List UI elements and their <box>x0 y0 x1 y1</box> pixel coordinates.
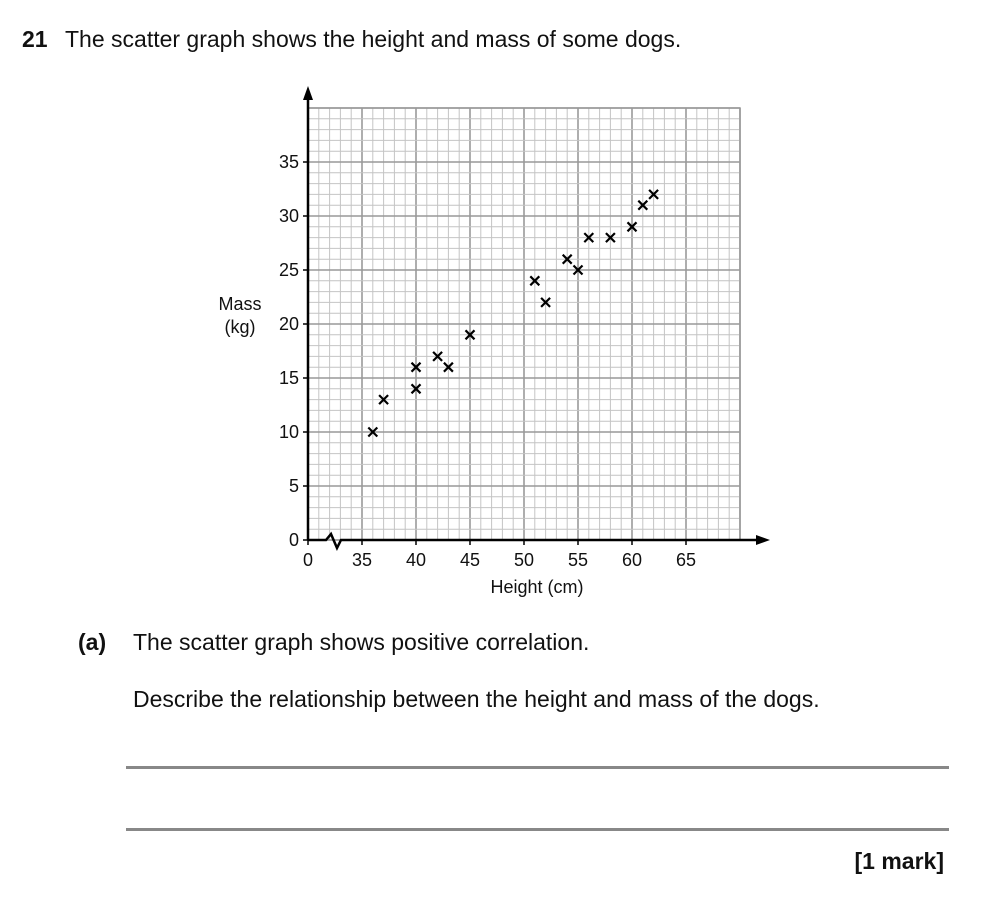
x-tick-label: 0 <box>302 550 314 570</box>
y-axis-label: (kg) <box>224 317 256 337</box>
part-a-question: Describe the relationship between the height and mass of the dogs. <box>133 686 820 712</box>
question-text: The scatter graph shows the height and mass of some dogs. <box>65 26 682 52</box>
y-tick-label: 15 <box>278 368 299 388</box>
answer-line-1[interactable] <box>126 766 949 769</box>
y-tick-label: 25 <box>278 260 299 280</box>
y-tick-label: 20 <box>278 314 299 334</box>
x-tick-label: 65 <box>675 550 697 570</box>
marks-label: [1 mark] <box>854 848 944 874</box>
x-tick-label: 55 <box>567 550 589 570</box>
x-axis-arrow-icon <box>756 535 770 545</box>
y-tick-label: 0 <box>288 530 299 550</box>
part-a-label: (a) <box>78 629 107 655</box>
x-tick-label: 40 <box>405 550 427 570</box>
y-tick-label: 30 <box>278 206 299 226</box>
x-tick-label: 50 <box>513 550 535 570</box>
y-axis-label: Mass <box>218 294 262 314</box>
x-tick-label: 60 <box>621 550 643 570</box>
x-tick-label: 35 <box>351 550 373 570</box>
y-tick-label: 35 <box>278 152 299 172</box>
question-number: 21 <box>22 26 48 52</box>
y-tick-label: 10 <box>278 422 299 442</box>
y-tick-label: 5 <box>288 476 299 496</box>
x-tick-label: 45 <box>459 550 481 570</box>
x-axis-label: Height (cm) <box>490 577 584 597</box>
part-a-statement: The scatter graph shows positive correlation. <box>133 629 590 655</box>
answer-line-2[interactable] <box>126 828 949 831</box>
y-axis-arrow-icon <box>303 86 313 100</box>
